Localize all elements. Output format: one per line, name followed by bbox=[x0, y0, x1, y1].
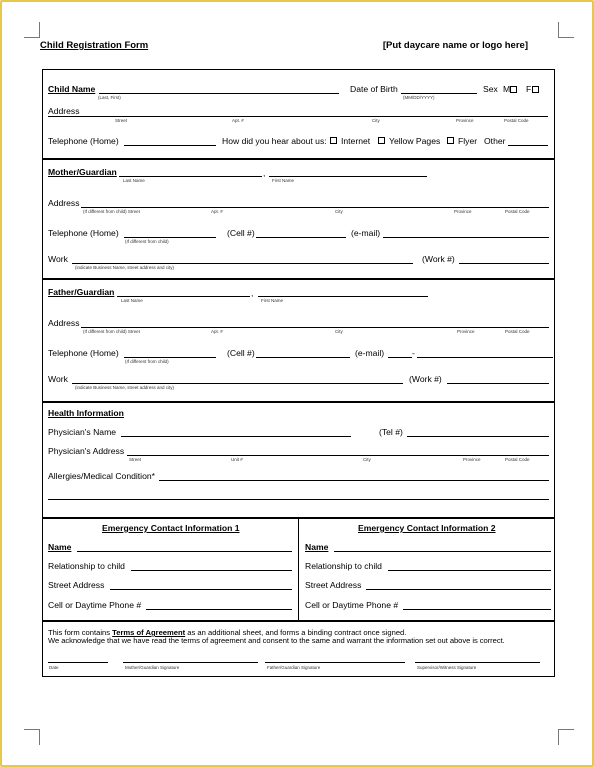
physician-tel-field[interactable] bbox=[407, 436, 549, 437]
hint-diff-street: (If different from child) Street bbox=[83, 329, 140, 334]
flyer-label: Flyer bbox=[458, 136, 478, 146]
mother-cell-label: (Cell #) bbox=[227, 228, 255, 238]
father-first-name-field[interactable] bbox=[258, 296, 428, 297]
hint-last-name: Last Name bbox=[123, 178, 145, 183]
health-heading: Health Information bbox=[48, 408, 124, 418]
hint-province: Province bbox=[463, 457, 481, 462]
mother-first-name-field[interactable] bbox=[269, 176, 427, 177]
allergies-field-2[interactable] bbox=[48, 499, 549, 500]
emergency2-heading: Emergency Contact Information 2 bbox=[358, 523, 496, 533]
father-email-dash: - bbox=[412, 348, 415, 358]
crop-mark bbox=[39, 22, 40, 38]
father-work-label: Work bbox=[48, 374, 68, 384]
mother-work-tel-label: (Work #) bbox=[422, 254, 455, 264]
flyer-checkbox[interactable] bbox=[447, 137, 454, 144]
child-name-label: Child Name bbox=[48, 84, 96, 94]
yellow-pages-label: Yellow Pages bbox=[389, 136, 441, 146]
father-telephone-field[interactable] bbox=[124, 357, 216, 358]
father-telephone-label: Telephone (Home) bbox=[48, 348, 119, 358]
mother-section bbox=[43, 158, 554, 280]
yellow-pages-checkbox[interactable] bbox=[378, 137, 385, 144]
terms-of-agreement-link[interactable]: Terms of Agreement bbox=[112, 628, 186, 637]
hear-about-label: How did you hear about us: bbox=[222, 136, 327, 146]
health-section bbox=[43, 401, 554, 519]
name-comma: , bbox=[251, 288, 254, 298]
emergency2-phone-field[interactable] bbox=[403, 609, 551, 610]
sex-female-checkbox[interactable] bbox=[532, 86, 539, 93]
mother-telephone-label: Telephone (Home) bbox=[48, 228, 119, 238]
hint-business: (indicate Business Name, street address and city) bbox=[75, 385, 175, 390]
emergency2-street-label: Street Address bbox=[305, 580, 362, 590]
sig-supervisor-label: Supervisor/Witness Signature bbox=[417, 665, 477, 670]
crop-mark bbox=[24, 37, 40, 38]
hint-province: Province bbox=[454, 209, 472, 214]
other-field[interactable] bbox=[508, 145, 548, 146]
hint-postal: Postal Code bbox=[505, 457, 530, 462]
mother-address-field[interactable] bbox=[81, 207, 549, 208]
crop-mark bbox=[558, 729, 559, 745]
father-section bbox=[43, 278, 554, 403]
hint-business: (indicate Business Name, street address and city) bbox=[75, 265, 175, 270]
hint-apt: Apt. # bbox=[211, 329, 223, 334]
emergency-section bbox=[43, 517, 554, 622]
hint-city: City bbox=[372, 118, 380, 123]
sex-male-label: M bbox=[503, 84, 511, 94]
mother-last-name-field[interactable] bbox=[119, 176, 262, 177]
dob-label: Date of Birth bbox=[350, 84, 398, 94]
emergency2-phone-label: Cell or Daytime Phone # bbox=[305, 600, 399, 610]
physician-address-field[interactable] bbox=[127, 455, 549, 456]
crop-mark bbox=[39, 729, 40, 745]
father-address-field[interactable] bbox=[81, 327, 549, 328]
father-signature-field[interactable] bbox=[265, 662, 405, 663]
hint-street: Street bbox=[129, 457, 142, 462]
emergency2-name-field[interactable] bbox=[334, 551, 551, 552]
father-email-field-a[interactable] bbox=[388, 357, 412, 358]
mother-heading: Mother/Guardian bbox=[48, 167, 117, 177]
hint-first-name: First Name bbox=[272, 178, 295, 183]
registration-form bbox=[42, 69, 555, 677]
mother-signature-field[interactable] bbox=[123, 662, 258, 663]
hint-city: City bbox=[363, 457, 371, 462]
hint-province: Province bbox=[456, 118, 474, 123]
mother-email-label: (e-mail) bbox=[351, 228, 381, 238]
emergency2-name-label: Name bbox=[305, 542, 329, 552]
emergency1-heading: Emergency Contact Information 1 bbox=[102, 523, 240, 533]
sig-mother-label: Mother/Guardian Signature bbox=[125, 665, 180, 670]
child-section bbox=[43, 70, 554, 158]
hint-apt: Apt. # bbox=[211, 209, 223, 214]
father-address-label: Address bbox=[48, 318, 80, 328]
hint-postal: Postal Code bbox=[504, 118, 529, 123]
hint-city: City bbox=[335, 329, 343, 334]
hint-postal: Postal Code bbox=[505, 209, 530, 214]
sex-male-checkbox[interactable] bbox=[510, 86, 517, 93]
other-label: Other bbox=[484, 136, 506, 146]
hint-province: Province bbox=[457, 329, 475, 334]
hint-last-name: Last Name bbox=[121, 298, 143, 303]
hint-postal: Postal Code bbox=[505, 329, 530, 334]
emergency2-relationship-field[interactable] bbox=[388, 570, 551, 571]
allergies-label: Allergies/Medical Condition* bbox=[48, 471, 155, 481]
emergency2-street-field[interactable] bbox=[366, 589, 551, 590]
physician-tel-label: (Tel #) bbox=[379, 427, 403, 437]
father-email-label: (e-mail) bbox=[355, 348, 385, 358]
emergency1-phone-field[interactable] bbox=[146, 609, 292, 610]
father-work-tel-label: (Work #) bbox=[409, 374, 442, 384]
hint-city: City bbox=[335, 209, 343, 214]
emergency1-street-label: Street Address bbox=[48, 580, 105, 590]
hint-last-first: (Last, First) bbox=[98, 95, 121, 100]
child-address-label: Address bbox=[48, 106, 80, 116]
date-signature-field[interactable] bbox=[48, 662, 108, 663]
hint-street: Street bbox=[115, 118, 128, 123]
physician-address-label: Physician's Address bbox=[48, 446, 125, 456]
child-telephone-field[interactable] bbox=[124, 145, 216, 146]
internet-label: Internet bbox=[341, 136, 371, 146]
father-cell-field[interactable] bbox=[256, 357, 350, 358]
emergency1-street-field[interactable] bbox=[110, 589, 292, 590]
daycare-name-placeholder: [Put daycare name or logo here] bbox=[382, 40, 528, 51]
physician-name-label: Physician's Name bbox=[48, 427, 117, 437]
father-last-name-field[interactable] bbox=[117, 296, 250, 297]
emergency1-relationship-label: Relationship to child bbox=[48, 561, 125, 571]
sig-date-label: Date bbox=[49, 665, 59, 670]
hint-diff-short: (If different from child) bbox=[125, 239, 169, 244]
crop-mark bbox=[558, 729, 574, 730]
mother-address-label: Address bbox=[48, 198, 80, 208]
hint-apt: Apt. # bbox=[232, 118, 244, 123]
emergency1-relationship-field[interactable] bbox=[131, 570, 292, 571]
internet-checkbox[interactable] bbox=[330, 137, 337, 144]
father-email-field-b[interactable] bbox=[417, 357, 553, 358]
name-comma: , bbox=[263, 168, 266, 178]
emergency-divider bbox=[298, 519, 299, 622]
emergency1-name-label: Name bbox=[48, 542, 72, 552]
hint-first-name: First Name bbox=[261, 298, 284, 303]
emergency1-name-field[interactable] bbox=[77, 551, 292, 552]
mother-cell-field[interactable] bbox=[256, 237, 346, 238]
hint-unit: Unit # bbox=[231, 457, 243, 462]
child-name-field[interactable] bbox=[99, 93, 339, 94]
father-cell-label: (Cell #) bbox=[227, 348, 255, 358]
allergies-field-1[interactable] bbox=[159, 480, 549, 481]
hint-diff-short: (If different from child) bbox=[125, 359, 169, 364]
child-telephone-label: Telephone (Home) bbox=[48, 136, 119, 146]
crop-mark bbox=[24, 729, 40, 730]
emergency1-phone-label: Cell or Daytime Phone # bbox=[48, 600, 142, 610]
father-work-tel-field[interactable] bbox=[447, 383, 549, 384]
emergency2-relationship-label: Relationship to child bbox=[305, 561, 382, 571]
mother-work-tel-field[interactable] bbox=[459, 263, 549, 264]
mother-email-field[interactable] bbox=[383, 237, 549, 238]
father-heading: Father/Guardian bbox=[48, 287, 115, 297]
mother-work-label: Work bbox=[48, 254, 68, 264]
agreement-section bbox=[43, 620, 554, 678]
sig-father-label: Father/Guardian Signature bbox=[267, 665, 321, 670]
hint-diff-street: (If different from child) Street bbox=[83, 209, 140, 214]
physician-name-field[interactable] bbox=[121, 436, 351, 437]
sex-label: Sex bbox=[483, 84, 498, 94]
hint-date-format: (MM/DD/YYYY) bbox=[403, 95, 435, 100]
form-title: Child Registration Form bbox=[40, 40, 149, 51]
mother-telephone-field[interactable] bbox=[124, 237, 216, 238]
supervisor-signature-field[interactable] bbox=[415, 662, 540, 663]
crop-mark bbox=[558, 37, 574, 38]
agreement-line-1-pre: This form contains bbox=[48, 628, 113, 637]
agreement-line-1-post: as an additional sheet, and forms a binding contract once signed. bbox=[185, 628, 407, 637]
child-address-field[interactable] bbox=[48, 116, 548, 117]
sex-female-label: F bbox=[526, 84, 532, 94]
father-work-field[interactable] bbox=[72, 383, 403, 384]
mother-work-field[interactable] bbox=[72, 263, 413, 264]
dob-field[interactable] bbox=[401, 93, 477, 94]
crop-mark bbox=[558, 22, 559, 38]
agreement-line-2: We acknowledge that we have read the terms of agreement and consent to the same and warrant the information set out above is correct. bbox=[48, 636, 505, 645]
